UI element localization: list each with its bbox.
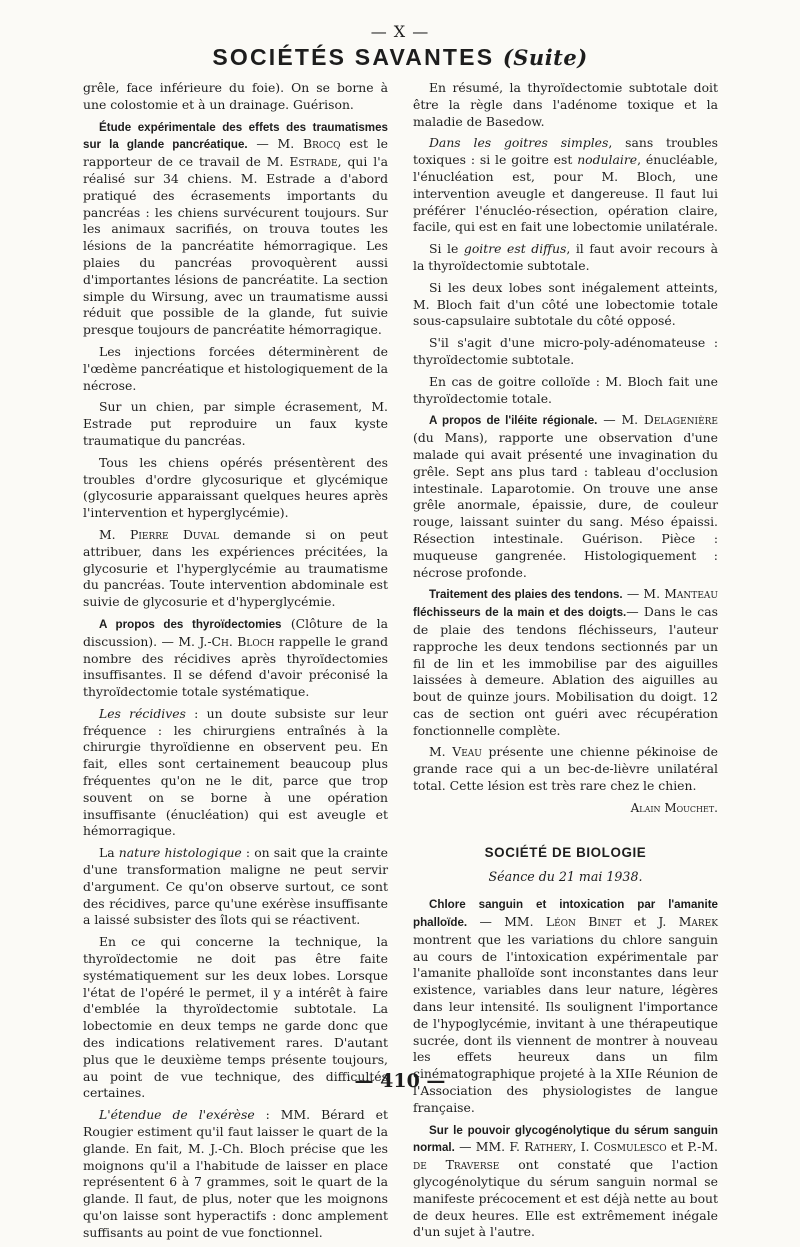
paragraph: M. Pierre Duval demande si on peut attribuer, dans les expériences précitées, la glycosurie et l'hyperglycémie au traumatisme du pancréas. Toute intervention abdominale est suivie de glycosurie et d'hyperglycémie.	[83, 526, 388, 610]
session-date: Séance du 21 mai 1938.	[488, 869, 643, 885]
banner-title: SOCIÉTÉS SAVANTES	[212, 44, 495, 70]
paragraph: A propos des thyroïdectomies (Clôture de la discussion). — M. J.-Ch. Bloch rappelle le grand nombre des récidives après thyroïdectomies insuffisantes. Il se défend d'avoir préconisé la thyroïdectomie totale systématique.	[83, 615, 388, 700]
author-name: Léon Binet	[545, 914, 622, 930]
paragraph: Les injections forcées déterminèrent de l'œdème pancréatique et histologiquement de la nécrose.	[83, 343, 388, 393]
paragraph: Sur le pouvoir glycogénolytique du sérum sanguin normal. — MM. F. Rathery, I. Cosmulesco et P.-M. de Traverse ont constaté que l'action glycogénolytique du sérum sanguin normal se manifeste précocement et est déjà nette au bout de deux heures. Elle est extrêmement inégale d'un sujet à l'autre.	[413, 1123, 718, 1240]
author-name: Manteau	[664, 586, 718, 602]
author-name: Cosmulesco	[593, 1139, 667, 1155]
paragraph: Sur un chien, par simple écrasement, M. Estrade put reproduire un faux kyste traumatique du pancréas.	[83, 399, 388, 448]
paragraph: Si le goitre est diffus, il faut avoir recours à la thyroïdectomie subtotale.	[413, 241, 718, 273]
paragraph: Traitement des plaies des tendons. — M. Manteau fléchisseurs de la main et des doigts.— Dans le cas de plaie des tendons fléchisseurs, l'auteur rapproche les deux tendons sectionnés par un fil de lin et les immobilise par des aiguilles laissées à demeure. Ablation des aiguilles au bout de quinze jours. Mobilisation du doigt. 12 cas de section ont guéri avec récupération fonctionnelle complète.	[413, 586, 718, 738]
society-heading: SOCIÉTÉ DE BIOLOGIE	[484, 844, 647, 860]
paragraph: Dans les goitres simples, sans troubles toxiques : si le goitre est nodulaire, énucléable, l'énucléation est, pour M. Bloch, une intervention aveugle et dangereuse. Il faut lui préférer l'énucléo-résection, opération claire, facile, qui est en fait une lobectomie unilatérale.	[413, 135, 718, 235]
paragraph: Les récidives : un doute subsiste sur leur fréquence : les chirurgiens entraînés à la chirurgie thyroïdienne en observent peu. En fait, elles sont certainement beaucoup plus fréquentes qu'on ne le dit, parce que trop souvent on se borne à une opération insuffisante (énucléation) qui est aveugle et hémorragique.	[83, 705, 388, 839]
paragraph: La nature histologique : on sait que la crainte d'une transformation maligne ne peut servir d'argument. Ce qu'on observe surtout, ce sont des récidives, parce qu'une exérèse insuffisante a laissé subsister des îlots qui se réactivent.	[83, 845, 388, 928]
article-title: A propos des thyroïdectomies	[99, 617, 282, 631]
signature: Alain Mouchet.	[630, 800, 718, 815]
article-title: Traitement des plaies des tendons.	[429, 588, 623, 602]
article-title: Sur le pouvoir glycogénolytique du sérum sanguin normal.	[413, 1123, 718, 1155]
author-name: Estrade	[289, 154, 338, 170]
paragraph: Si les deux lobes sont inégalement atteints, M. Bloch fait d'un côté une lobectomie totale sous-capsulaire subtotale du côté opposé.	[413, 279, 718, 329]
author-name: Delagenière	[643, 412, 718, 428]
author-name: Pierre Duval	[130, 526, 219, 542]
author-name: Rathery	[524, 1139, 573, 1155]
paragraph: Chlore sanguin et intoxication par l'amanite phalloïde. — MM. Léon Binet et J. Marek montrent que les variations du chlore sanguin au cours de l'intoxication expérimentale par l'amanite phalloïde sont inconstantes dans leur existence, variables dans leur nature, légères dans leur intensité. Ils soulignent l'importance de l'hypoglycémie, invitant à une thérapeutique sucrée, dont ils viennent de montrer à nouveau les effets heureux dans un film cinématographique projeté à la XIIe Réunion de l'Association des physiologistes de langue française.	[413, 898, 718, 1115]
author-name: Ch. Bloch	[211, 633, 275, 649]
article-title: Chlore sanguin et intoxication par l'amanite phalloïde.	[413, 898, 718, 930]
paragraph: M. Veau présente une chienne pékinoise de grande race qui a un bec-de-lièvre unilatéral total. Cette lésion est très rare chez le chien.	[413, 744, 718, 794]
paragraph: En résumé, la thyroïdectomie subtotale doit être la règle dans l'adénome toxique et la maladie de Basedow.	[413, 80, 718, 129]
article-title: Étude expérimentale des effets des traumatismes sur la glande pancréatique.	[83, 120, 388, 152]
paragraph: L'étendue de l'exérèse : MM. Bérard et Rougier estiment qu'il faut laisser le quart de la glande. En fait, M. J.-Ch. Bloch précise que les moignons qu'il a l'habitude de laisser en place représentent 6 à 7 grammes, soit le quart de la glande. Il faut, de plus, noter que les moignons qu'on laisse sont hyperactifs : donc amplement suffisants au point de vue fonctionnel.	[83, 1107, 388, 1240]
paragraph: En cas de goitre colloïde : M. Bloch fait une thyroïdectomie totale.	[413, 373, 718, 406]
author-name: Marek	[678, 914, 718, 930]
header-folio: — X —	[370, 22, 430, 41]
paragraph: En ce qui concerne la technique, la thyroïdectomie ne doit pas être faite systématiquement sur les deux lobes. Lorsque l'état de l'opéré le permet, il y a intérêt à faire d'emblée la thyroïdectomie subtotale. La lobectomie en deux temps ne garde donc que des indications relativement rares. D'autant plus que le deuxième temps présente toujours, au point de vue technique, des difficultés certaines.	[83, 934, 388, 1101]
paragraph: grêle, face inférieure du foie). On se borne à une colostomie et à un drainage. Guérison.	[83, 80, 388, 112]
paragraph: Étude expérimentale des effets des traumatismes sur la glande pancréatique. — M. Brocq est le rapporteur de ce travail de M. Estrade, qui l'a réalisé sur 34 chiens. M. Estrade a d'abord pratiqué des écrasements importants du pancréas : les chiens survécurent toujours. Sur les animaux sacrifiés, on trouva toutes les lésions de la pancréatite hémorragique. Les plaies du pancréas provoquèrent aussi d'importantes lésions de pancréatite. La section simple du Wirsung, avec un traumatisme aussi réduit que possible de la glande, fut suivie presque toujours de pancréatite hémorragique.	[83, 120, 389, 338]
author-name: de Traverse	[413, 1157, 500, 1173]
paragraph: Tous les chiens opérés présentèrent des troubles d'ordre glycosurique et glycémique (glycosurie apparaissant quelques heures après l'intervention et hyperglycémie).	[83, 454, 388, 521]
paragraph: A propos de l'iléite régionale. — M. Delagenière (du Mans), rapporte une observation d'une malade qui avait présenté une invagination du grêle. Sept ans plus tard : tableau d'occlusion intestinale. Laparotomie. On trouve une anse grêle anormale, épaissie, dure, de couleur rouge, laissant suinter du sang. Méso épaissi. Résection intestinale. Guérison. Pièce : muqueuse gangrenée. Histologiquement : nécrose profonde.	[413, 412, 718, 580]
section-banner	[0, 44, 800, 71]
author-name: Veau	[452, 744, 482, 760]
article-title: A propos de l'iléite régionale.	[429, 414, 598, 428]
paragraph: S'il s'agit d'une micro-poly-adénomateuse : thyroïdectomie subtotale.	[413, 335, 718, 367]
banner-suite: (Suite)	[502, 45, 588, 70]
author-name: Brocq	[302, 136, 341, 152]
page-number: — 410 —	[354, 1070, 446, 1092]
